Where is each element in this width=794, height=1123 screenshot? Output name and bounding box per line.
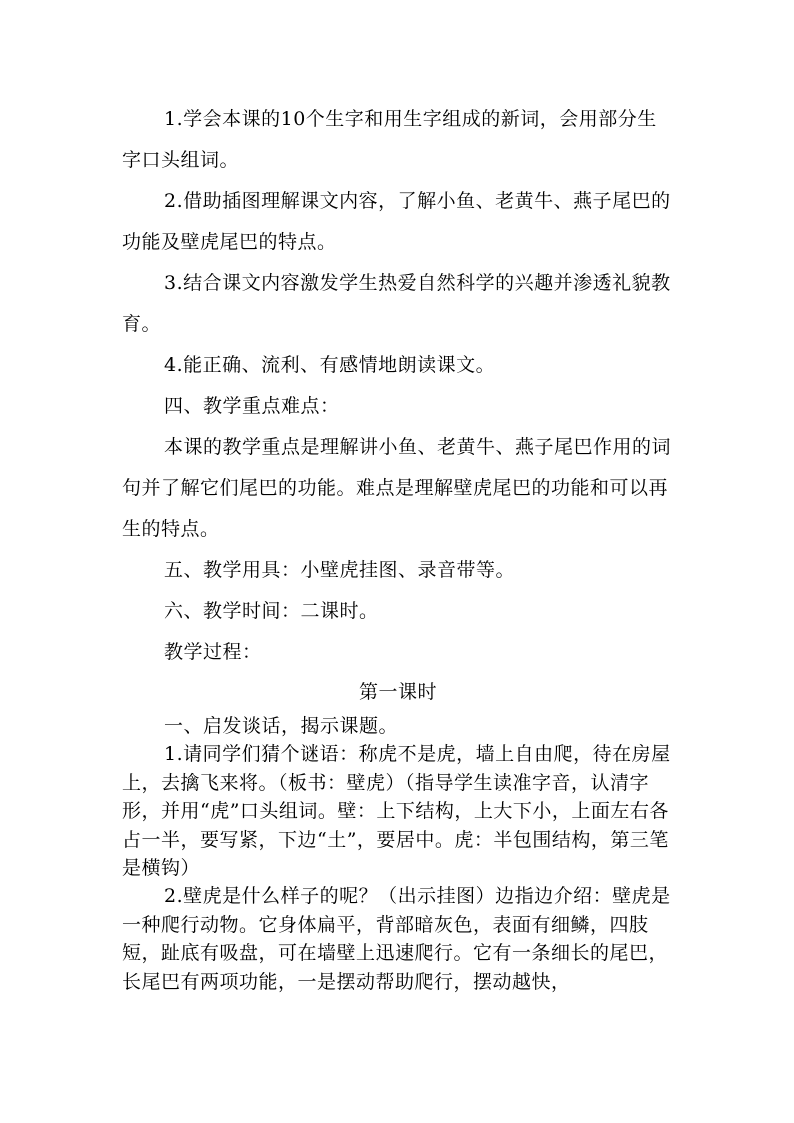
lesson-title-block: [122, 678, 674, 706]
objectives-block: [122, 99, 674, 673]
key-points-paragraph: 本课的教学重点是理解讲小鱼、老黄牛、燕子尾巴作用的词句并了解它们尾巴的功能。难点是理解壁虎尾巴的功能和可以再生的特点。: [122, 436, 672, 540]
objective-1: 1.学会本课的10个生字和用生字组成的新词，会用部分生字口头组词。: [122, 108, 657, 171]
section-heading-key-points: 四、教学重点难点：: [164, 395, 340, 417]
section-heading-tools: 五、教学用具：小壁虎挂图、录音带等。: [164, 559, 516, 581]
lesson-body-block: [122, 712, 674, 996]
step-1-paragraph: 1.请同学们猜个谜语：称虎不是虎，墙上自由爬，待在房屋上，去擒飞来将。（板书：壁虎）（指导学生读准字音，认清字形，并用“虎”口头组词。壁：上下结构，上大下小，上面左右各占一半，要写紧，下边“土”，要居中。虎：半包围结构，第三笔是横钩）: [122, 743, 671, 880]
lesson-title: 第一课时: [358, 681, 437, 703]
objective-4: 4.能正确、流利、有感情地朗读课文。: [164, 354, 496, 376]
step-heading-1: 一、启发谈话，揭示课题。: [164, 715, 399, 737]
section-heading-process: 教学过程：: [164, 641, 262, 663]
step-2-paragraph: 2.壁虎是什么样子的呢？（出示挂图）边指边介绍：壁虎是一种爬行动物。它身体扁平，背部暗灰色，表面有细鳞，四肢短，趾底有吸盘，可在墙壁上迅速爬行。它有一条细长的尾巴，长尾巴有两项功能，一是摆动帮助爬行，摆动越快，: [122, 885, 671, 993]
objective-3: 3.结合课文内容激发学生热爱自然科学的兴趣并渗透礼貌教育。: [122, 272, 671, 335]
section-heading-time: 六、教学时间：二课时。: [164, 600, 379, 622]
objective-2: 2.借助插图理解课文内容，了解小鱼、老黄牛、燕子尾巴的功能及壁虎尾巴的特点。: [122, 190, 671, 253]
